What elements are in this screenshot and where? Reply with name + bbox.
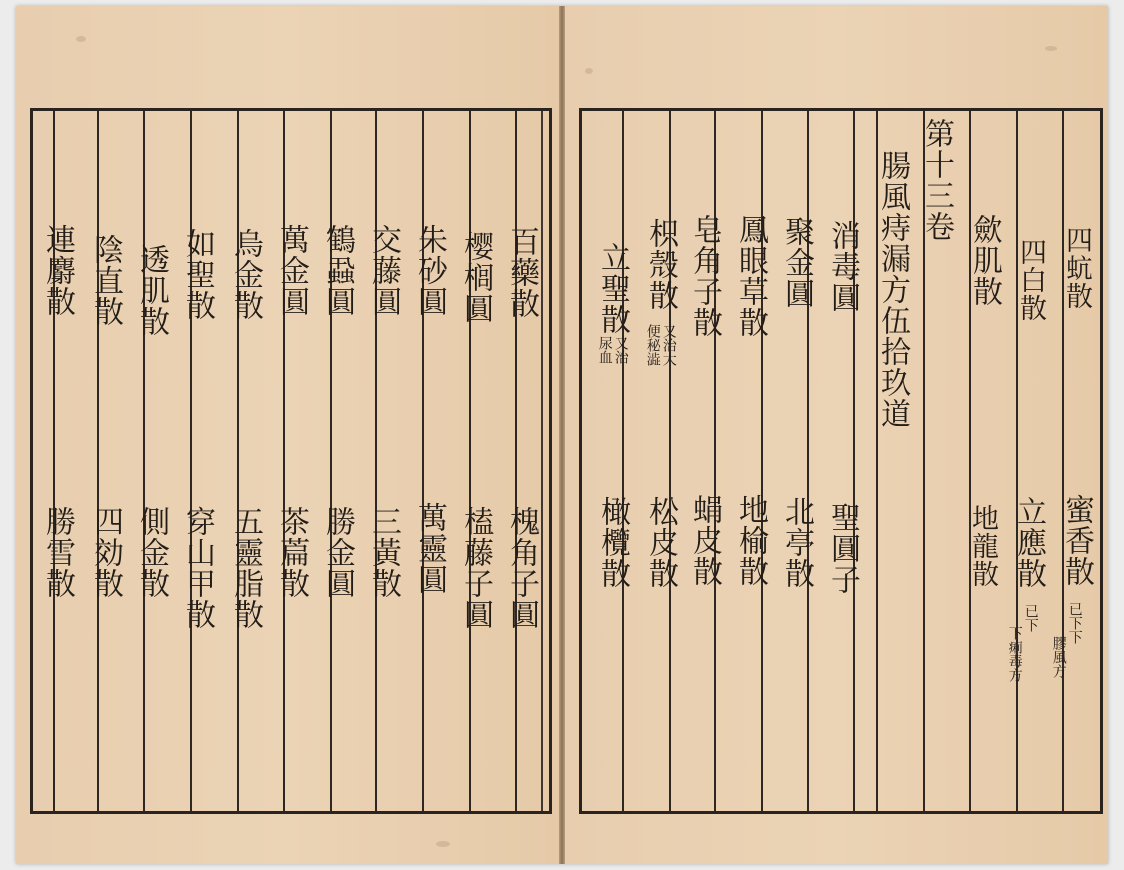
chapter-title: 第十三卷	[919, 118, 954, 242]
right-col9-bottom: 松皮散	[643, 496, 678, 589]
left-top-9: 透肌散	[134, 244, 169, 337]
right-col9-note-b: 便秘澁	[644, 324, 661, 366]
right-col1-note-b: 膠風方	[1050, 636, 1067, 678]
right-col7-top: 鳳眼草散	[733, 214, 768, 338]
left-top-5: 鶴蝨圓	[320, 224, 355, 317]
right-col1-note-a: 已下下	[1066, 602, 1083, 644]
right-page-border	[579, 108, 1103, 814]
right-col10-top: 立聖散	[595, 242, 630, 335]
right-col9-note-a: 又治大	[660, 324, 677, 366]
right-col2-bottom: 立應散	[1011, 496, 1046, 589]
left-top-7: 烏金散	[228, 228, 263, 321]
left-bottom-9: 側金散	[134, 506, 169, 599]
right-col7-bottom: 地榆散	[733, 494, 768, 587]
right-col1-bottom: 蜜香散	[1059, 494, 1094, 587]
left-top-8: 如聖散	[180, 228, 215, 321]
right-col9-top: 枳殼散	[643, 218, 678, 311]
left-top-4: 交藤圓	[366, 224, 401, 317]
right-col5-bottom: 聖圓子	[825, 502, 860, 595]
book-spread	[16, 6, 1108, 864]
left-top-10: 陰直散	[88, 234, 123, 327]
right-col6-top: 聚金圓	[779, 216, 814, 309]
left-bottom-6: 茶萹散	[274, 506, 309, 599]
paper-stain	[585, 68, 593, 74]
left-page	[16, 6, 559, 864]
paper-stain	[1045, 46, 1057, 51]
left-bottom-3: 萬靈圓	[412, 502, 447, 595]
left-top-3: 朱砂圓	[412, 224, 447, 317]
right-col5-top: 消毒圓	[825, 220, 860, 313]
paper-stain	[436, 841, 450, 847]
right-col3-top: 歛肌散	[967, 214, 1002, 307]
left-top-6: 萬金圓	[274, 224, 309, 317]
right-col10-note-b: 尿血	[596, 336, 613, 364]
left-bottom-10: 四効散	[88, 506, 123, 599]
right-col2-note-b: 下痢毒方	[1006, 626, 1023, 682]
left-bottom-8: 穿山甲散	[180, 506, 215, 630]
right-col8-bottom: 蜎皮散	[687, 494, 722, 587]
paper-stain	[76, 36, 86, 42]
left-bottom-4: 三黃散	[366, 506, 401, 599]
left-top-11: 連麝散	[40, 224, 75, 317]
right-col10-bottom: 橄欖散	[595, 496, 630, 589]
right-col10-note-a: 又治	[612, 336, 629, 364]
chapter-subtitle: 腸風痔漏方伍拾玖道	[875, 150, 910, 429]
right-page	[565, 6, 1108, 864]
left-top-2: 樱榈圓	[458, 231, 493, 324]
right-col1-top: 四蚢散	[1061, 226, 1092, 310]
right-col2-note-a: 已下	[1022, 604, 1039, 632]
left-bottom-7: 五靈脂散	[228, 506, 263, 630]
left-bottom-5: 勝金圓	[320, 506, 355, 599]
left-bottom-2: 榼藤子圓	[458, 506, 493, 630]
right-col2-top: 四白散	[1015, 238, 1046, 322]
right-col3-bottom: 地龍散	[967, 504, 998, 588]
left-page-border	[30, 108, 552, 814]
left-bottom-1: 槐角子圓	[504, 506, 539, 630]
right-col8-top: 皂角子散	[687, 214, 722, 338]
left-bottom-11: 勝雪散	[40, 506, 75, 599]
right-col6-bottom: 北亭散	[779, 496, 814, 589]
left-top-1: 百藥散	[504, 226, 539, 319]
